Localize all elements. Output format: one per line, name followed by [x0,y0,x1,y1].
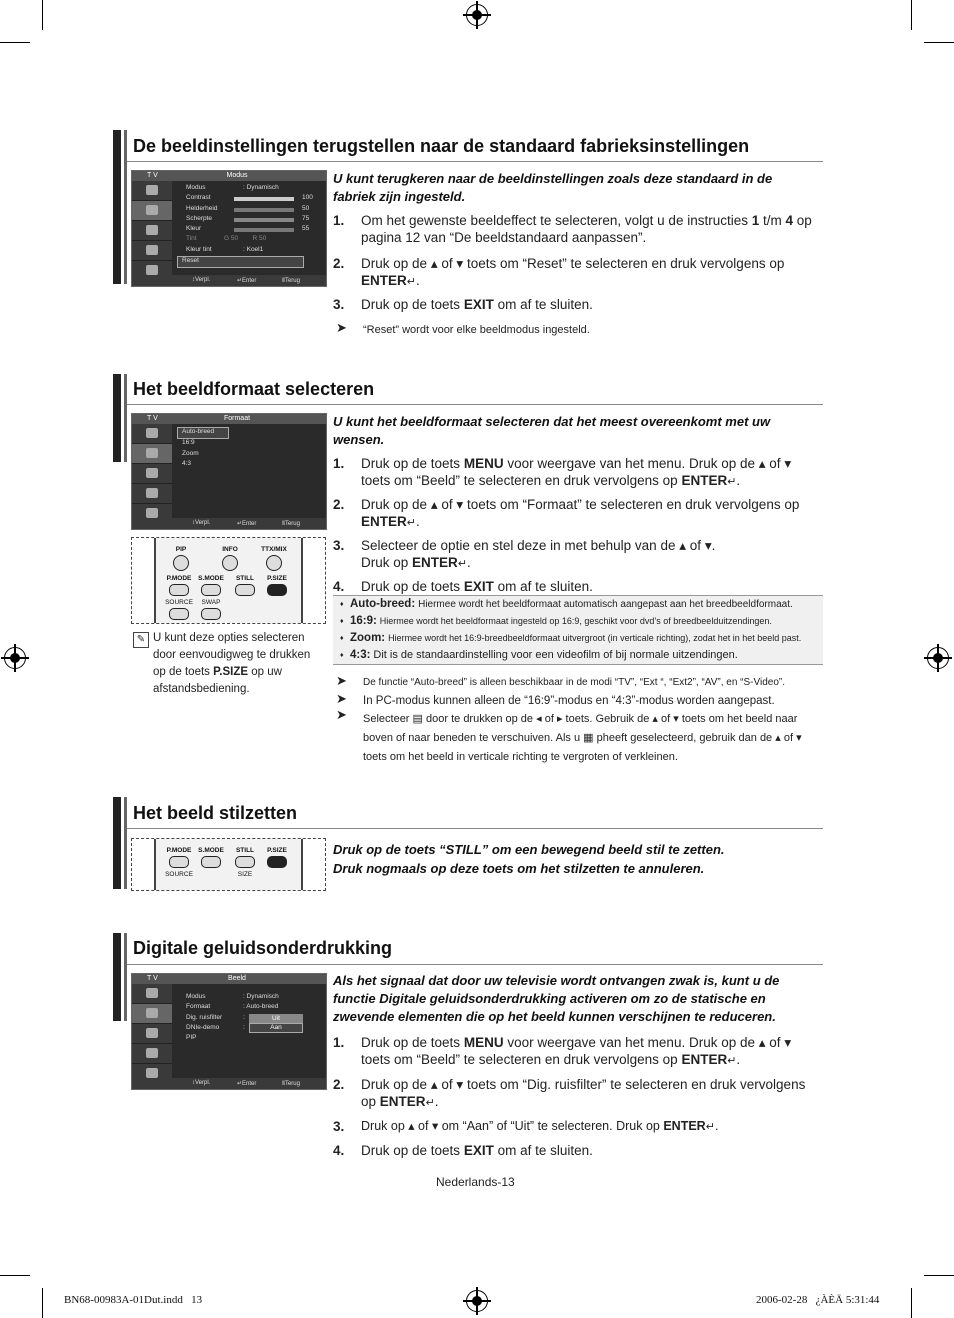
up-arrow-icon: ▴ [408,1119,415,1133]
section-marker [124,933,127,1021]
menu-value: : Auto-breed [243,1003,279,1011]
osd-menu-picture [131,973,327,1090]
menu-value: 100 [302,194,313,202]
step-text: Druk op ▴ of ▾ om “Aan” of “Uit” te selecteren. Druk op ENTER↵. [361,1119,719,1133]
remote-control-illustration [131,838,326,891]
menu-item: Zoom [182,449,199,457]
section-marker [113,374,121,462]
section-marker [113,797,121,889]
step-number: 2. [333,497,345,512]
section-marker [124,374,127,462]
down-arrow-icon: ▾ [784,1035,792,1050]
menu-title: Formaat [223,415,251,422]
menu-item: Modus [186,993,206,1000]
step-text: Druk op de ▴ of ▾ toets om “Dig. ruisfilter” te selecteren en druk vervolgens op ENTER↵. [361,1077,806,1109]
down-arrow-icon: ▾ [431,1119,439,1133]
sound-icon [146,1028,158,1038]
remote-button-swap: SWAP [194,599,228,620]
section-intro: Druk nogmaals op deze toets om het stilzetten te annuleren. [333,861,705,876]
section-title: Het beeldformaat selecteren [133,379,375,399]
remote-button-source: SOURCE [165,871,193,878]
menu-foot: ↵Enter [237,521,257,527]
remote-button-ttx: TTX/MIX [254,546,294,571]
antenna-icon [146,428,158,438]
menu-value: : Koel1 [243,245,264,253]
channel-icon [146,245,158,255]
list-item: ♦ Zoom: Hiermee wordt het 16:9-breedbeeldformaat uitvergroot (in verticale richting), zodat het in het beeld past. [333,630,823,647]
up-arrow-icon: ▴ [430,497,438,512]
file-info: BN68-00983A-01Dut.indd 13 [64,1294,203,1306]
section-marker [124,797,127,889]
down-arrow-icon: ▾ [456,1077,464,1092]
step-number: 1. [333,456,345,471]
enter-icon: ↵ [406,276,416,288]
menu-item: Formaat [186,1003,211,1011]
menu-sidebar [132,984,172,1079]
picture-icon [146,448,158,458]
up-arrow-icon: ▴ [679,538,687,553]
remote-button-pmode: P.MODE [162,847,196,868]
remote-button-psize: P.SIZE [260,575,294,596]
down-arrow-icon: ▾ [673,713,679,725]
step-number: 3. [333,538,345,553]
menu-foot: ⅡTerug [282,278,300,284]
menu-item: Scherpte [186,214,213,222]
section-rule [127,964,823,965]
registration-mark-icon [466,1290,488,1312]
down-arrow-icon: ▾ [456,256,464,271]
channel-icon [146,488,158,498]
list-item: ♦ Auto-breed: Hiermee wordt het beeldformaat automatisch aangepast aan het breedbeeldformaat. [333,596,823,613]
menu-foot: ↕Verpl. [192,277,211,283]
up-arrow-icon: ▴ [430,1077,438,1092]
step-text: Druk op de toets MENU voor weergave van het menu. Druk op de ▴ of ▾ toets om “Beeld” te selecteren en druk vervolgens op ENTER↵. [361,1035,792,1067]
menu-item: DNIe-demo [186,1023,220,1031]
tip-icon: ✎ [133,632,149,648]
remote-button-still: STILL [228,575,262,596]
remote-button-psize: P.SIZE [260,847,294,868]
menu-popup-option: Uit [249,1014,303,1023]
remote-button-pip: PIP [166,546,196,571]
section-title: Het beeld stilzetten [133,803,298,823]
setup-icon [146,1068,158,1078]
menu-sidebar [132,181,172,276]
menu-value: : Dynamisch [243,993,279,1000]
note: ➤ Selecteer ▤ door te drukken op de ◂ of ▸ toets. Gebruik de ▴ of ▾ toets om het beeld naar boven of naar beneden te verschuiven. Als u ▦ pheeft geselecteerd, gebruik dan de ▴ of ▾ toets om het beeld in verticale richting te vergroten of verkleinen. [336,707,802,763]
remote-button-smode: S.MODE [194,847,228,868]
left-arrow-icon: ◂ [536,713,542,725]
up-arrow-icon: ▴ [430,256,438,271]
section-rule [127,828,823,829]
section-rule [127,404,823,405]
remote-control-illustration [131,537,326,624]
down-arrow-icon: ▾ [796,732,802,744]
up-arrow-icon: ▴ [652,713,658,725]
menu-tv-label: T V [147,172,158,179]
timestamp: 2006-02-28 ¿ÀÈÄ 5:31:44 [756,1294,880,1306]
crop-mark [924,1275,954,1276]
enter-icon: ↵ [425,1097,435,1109]
step [333,455,813,489]
section-marker [113,130,121,284]
registration-mark-icon [927,647,949,669]
menu-slider [234,218,294,222]
antenna-icon [146,988,158,998]
step-number: 3. [333,1119,345,1134]
registration-mark-icon [466,4,488,26]
step-number: 4. [333,579,345,594]
picture-icon [146,205,158,215]
crop-mark [0,1275,30,1276]
section-intro: Als het signaal dat door uw televisie wordt ontvangen zwak is, kunt u de functie Digitale geluidsonderdrukking activeren om zo de statische en zwevende elementen die op het beeld kunnen verschijnen te reduceren. [333,973,780,1024]
remote-button-smode: S.MODE [194,575,228,596]
step-number: 2. [333,256,345,271]
step [333,212,813,246]
setup-icon [146,508,158,518]
section-intro: U kunt het beeldformaat selecteren dat het meest overeenkomt met uw wensen. [333,414,771,447]
menu-item: Dig. ruisfilter [186,1013,223,1021]
step-text: Druk op de toets MENU voor weergave van het menu. Druk op de ▴ of ▾ toets om “Beeld” te selecteren en druk vervolgens op ENTER↵. [361,456,792,488]
step-number: 4. [333,1143,345,1158]
menu-value: 75 [302,214,310,222]
section-rule [127,161,823,162]
crop-mark [0,42,30,43]
step-number: 3. [333,297,345,312]
step [333,1034,813,1068]
step-text: Om het gewenste beeldeffect te selecteren, volgt u de instructies 1 t/m 4 op pagina 12 van “De beeldstandaard aanpassen”. [361,213,812,245]
menu-title: Modus [226,172,248,179]
note-arrow-icon: ➤ [336,707,347,722]
enter-icon: ↵ [727,476,737,488]
format-options-list [333,595,823,665]
menu-popup-option: Aan [249,1023,303,1033]
menu-value: 55 [302,225,310,233]
menu-foot: ⅡTerug [282,521,300,527]
enter-icon: ↵ [406,517,416,529]
step-text: Druk op de toets EXIT om af te sluiten. [361,579,593,594]
menu-item: 16:9 [182,439,195,447]
section-marker [113,933,121,1021]
menu-value: G 50 R 50 [224,235,267,243]
menu-slider [234,197,294,201]
menu-value: : Dynamisch [243,184,279,191]
sound-icon [146,468,158,478]
enter-icon: ↵ [457,558,468,570]
zoom-icon: ▦ [583,732,594,744]
note-arrow-icon: ➤ [336,691,347,706]
section-marker [124,130,127,284]
right-arrow-icon: ▸ [556,713,563,725]
remote-button-size: SIZE [237,871,253,878]
step [333,537,813,571]
menu-slider [234,228,294,232]
menu-popup [249,1014,303,1033]
down-arrow-icon: ▾ [704,538,712,553]
menu-foot: ⅡTerug [282,1081,300,1087]
menu-sidebar [132,424,172,519]
crop-mark [911,0,912,30]
menu-item: Contrast [186,194,211,202]
remote-button-info: INFO [210,546,250,571]
menu-tv-label: T V [147,975,158,982]
menu-foot: ↵Enter [237,278,257,284]
menu-item: Helderheid [186,204,218,212]
step-text: Druk op de ▴ of ▾ toets om “Formaat” te selecteren en druk vervolgens op ENTER↵. [361,497,800,529]
step-text: Selecteer de optie en stel deze in met behulp van de ▴ of ▾. Druk op ENTER↵. [361,538,716,570]
crop-mark [42,1288,43,1318]
channel-icon [146,1048,158,1058]
menu-title: Beeld [228,975,246,982]
menu-slider [234,208,294,212]
antenna-icon [146,185,158,195]
remote-button-source: SOURCE [162,599,196,620]
crop-mark [911,1288,912,1318]
step-text: Druk op de ▴ of ▾ toets om “Reset” te selecteren en druk vervolgens op ENTER↵. [361,256,785,288]
menu-foot: ↕Verpl. [192,1080,211,1086]
menu-item-selected: Reset [182,257,199,265]
section-intro: U kunt terugkeren naar de beeldinstellingen zoals deze standaard in de fabriek zijn ingesteld. [333,171,773,204]
step [333,496,813,530]
menu-item: Tint [186,235,197,243]
menu-item-selected: Auto-breed [182,428,215,435]
menu-tv-label: T V [147,415,158,422]
step-number: 2. [333,1077,345,1092]
menu-item: Kleur tint [186,245,212,253]
page-number: Nederlands-13 [436,1175,515,1189]
list-item: ♦ 16:9: Hiermee wordt het beeldformaat ingesteld op 16:9, geschikt voor dvd’s of breedbeelduitzendingen. [333,613,823,630]
enter-icon: ↵ [727,1055,737,1067]
menu-item: PIP [186,1034,197,1042]
tip-text: U kunt deze opties selecteren door eenvoudigweg te drukken op de toets P.SIZE op uw afstandsbediening. [153,632,311,695]
crop-mark [924,42,954,43]
list-item: ♦ 4:3: Dit is de standaardinstelling voor een videofilm of bij normale uitzendingen. [333,647,823,664]
setup-icon [146,265,158,275]
up-arrow-icon: ▴ [775,732,781,744]
remote-button-pmode: P.MODE [162,575,196,596]
position-icon: ▤ [412,713,423,725]
menu-foot: ↕Verpl. [192,520,211,526]
up-arrow-icon: ▴ [758,456,766,471]
step [333,255,813,289]
step-text: Druk op de toets EXIT om af te sluiten. [361,297,593,312]
step-number: 1. [333,1035,345,1050]
menu-value: 50 [302,204,310,212]
section-title: De beeldinstellingen terugstellen naar de standaard fabrieksinstellingen [133,136,750,156]
sound-icon [146,225,158,235]
section-intro: Druk op de toets “STILL” om een bewegend beeld stil te zetten. [333,842,725,857]
section-title: Digitale geluidsonderdrukking [133,938,393,958]
enter-icon: ↵ [705,1121,715,1133]
osd-menu-format [131,413,327,530]
step [333,1076,813,1110]
note-arrow-icon: ➤ [336,320,347,335]
menu-foot: ↵Enter [237,1081,257,1087]
menu-item: Kleur [186,225,202,233]
menu-item: Modus [186,184,206,191]
crop-mark [42,0,43,30]
picture-icon [146,1008,158,1018]
note-arrow-icon: ➤ [336,673,347,688]
down-arrow-icon: ▾ [784,456,792,471]
menu-value: : [243,1023,245,1031]
up-arrow-icon: ▴ [758,1035,766,1050]
step-text: Druk op de toets EXIT om af te sluiten. [361,1143,593,1158]
menu-item: 4:3 [182,459,192,467]
menu-value: : [243,1013,245,1021]
remote-button-still: STILL [228,847,262,868]
step-number: 1. [333,213,345,228]
registration-mark-icon [4,647,26,669]
osd-menu-picture [131,170,327,287]
down-arrow-icon: ▾ [456,497,464,512]
